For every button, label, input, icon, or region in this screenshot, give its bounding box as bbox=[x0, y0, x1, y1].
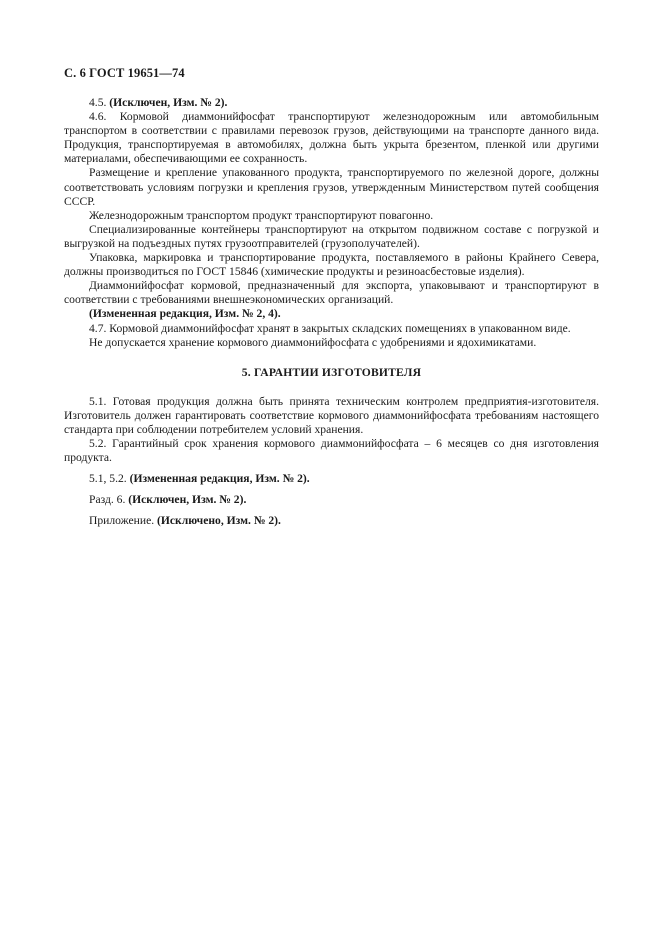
paragraph-containers: Специализированные контейнеры транспортируют на открытом подвижном составе с погрузкой и выгрузкой на подъездных путях грузоотправителей (грузополучателей). bbox=[64, 222, 599, 250]
amendment-note: (Исключен, Изм. № 2). bbox=[128, 493, 247, 507]
paragraph-export: Диаммонийфосфат кормовой, предназначенный для экспорта, упаковывают и транспортируют в соответствии с требованиями внешнеэкономических организаций. bbox=[64, 279, 599, 307]
amendment-note: (Измененная редакция, Изм. № 2). bbox=[129, 472, 310, 486]
paragraph-storage-restriction: Не допускается хранение кормового диаммонийфосфата с удобрениями и ядохимикатами. bbox=[89, 335, 537, 349]
paragraph-4-6: 4.6. Кормовой диаммонийфосфат транспортируют железнодорожным или автомобильным транспортом в соответствии с правилами перевозок грузов, действующими на транспорте данного вида. Продукция, транспортируемая в автомобилях, должна быть укрыта брезентом, пленкой или другими материалами, обеспечивающими ее сохранность. bbox=[64, 110, 599, 166]
paragraph-5-2: 5.2. Гарантийный срок хранения кормового диаммонийфосфата – 6 месяцев со дня изготовления продукта. bbox=[64, 437, 599, 465]
amendment-ref: Приложение. bbox=[89, 514, 158, 528]
section-6-excluded bbox=[64, 493, 599, 507]
paragraph-far-north: Упаковка, маркировка и транспортирование продукта, поставляемого в районы Крайнего Севера, должны производиться по ГОСТ 15846 (химические продукты и резиноасбестовые изделия). bbox=[64, 251, 599, 279]
paragraph-railway: Железнодорожным транспортом продукт транспортируют повагонно. bbox=[89, 208, 434, 222]
paragraph-text: 4.5. bbox=[89, 96, 110, 109]
appendix-excluded bbox=[64, 514, 599, 528]
amendment-note: (Исключен, Изм. № 2). bbox=[109, 96, 228, 109]
amendment-ref: Разд. 6. bbox=[89, 493, 129, 507]
amendment-note-2-4: (Измененная редакция, Изм. № 2, 4). bbox=[89, 307, 281, 321]
paragraph-5-1: 5.1. Готовая продукция должна быть принята техническим контролем предприятия-изготовителя. Изготовитель должен гарантировать соответствие кормового диаммонийфосфата требованиям настоящего стандарта при соблюдении потребителем условий хранения. bbox=[64, 394, 599, 436]
paragraph-placement: Размещение и крепление упакованного продукта, транспортируемого по железной дороге, должны соответствовать условиям погрузки и крепления грузов, утвержденным Министерством путей сообщения СССР. bbox=[64, 166, 599, 208]
paragraph-4-7: 4.7. Кормовой диаммонийфосфат хранят в закрытых складских помещениях в упакованном виде. bbox=[89, 321, 571, 335]
amendment-note: (Исключено, Изм. № 2). bbox=[157, 514, 281, 528]
document-body bbox=[64, 96, 599, 529]
paragraph-4-5 bbox=[64, 96, 599, 110]
amendment-ref: 5.1, 5.2. bbox=[89, 472, 130, 486]
section-5-title: 5. ГАРАНТИИ ИЗГОТОВИТЕЛЯ bbox=[241, 365, 422, 379]
amendment-5-1-5-2 bbox=[64, 472, 599, 486]
page-header: С. 6 ГОСТ 19651—74 bbox=[64, 66, 185, 80]
